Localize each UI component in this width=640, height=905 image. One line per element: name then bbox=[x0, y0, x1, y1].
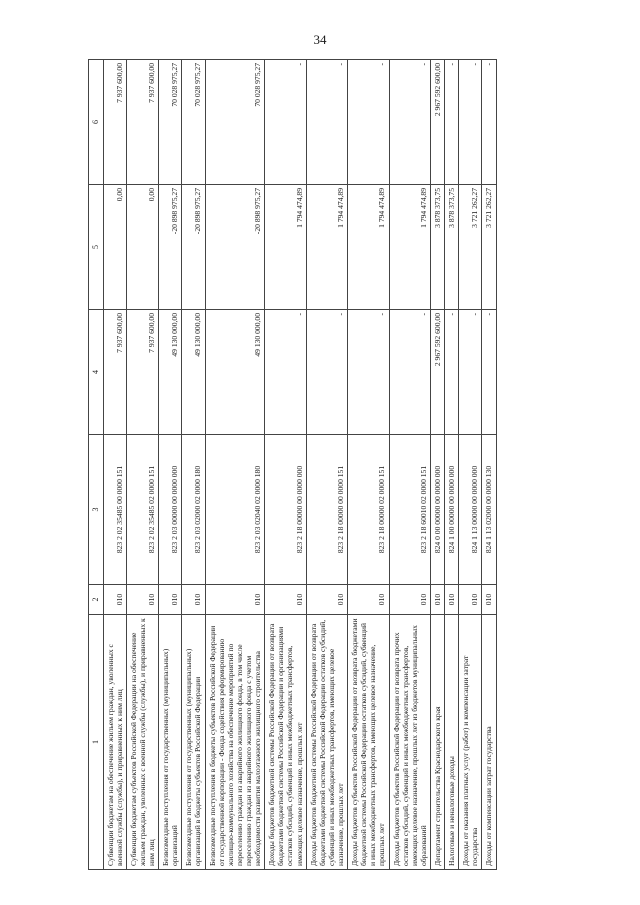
row-amount-planned-cell: - bbox=[482, 310, 496, 435]
row-amount-executed-cell: -20 898 975,27 bbox=[205, 185, 265, 310]
table-row bbox=[348, 60, 389, 870]
table-row bbox=[445, 60, 459, 870]
row-amount-remaining-cell: 70 028 975,27 bbox=[205, 60, 265, 185]
row-amount-remaining-cell: - bbox=[459, 60, 482, 185]
row-amount-remaining-cell: 70 028 975,27 bbox=[182, 60, 205, 185]
table-row bbox=[482, 60, 496, 870]
header-col-1: 1 bbox=[89, 615, 104, 870]
row-name-cell: Доходы бюджетов субъектов Российской Федерации от возврата прочих остатков субсидий, субвенций и иных межбюджетных трансфертов, имеющих целевое назначение, прошлых лет из бюджетов муниципальных образований bbox=[389, 615, 430, 870]
row-kbk-cell: 823 2 18 00000 02 0000 151 bbox=[348, 435, 389, 585]
table-body bbox=[103, 60, 496, 870]
table-row bbox=[306, 60, 347, 870]
table-row bbox=[389, 60, 430, 870]
row-code-cell: 010 bbox=[126, 585, 158, 615]
row-kbk-cell: 824 0 00 00000 00 0000 000 bbox=[430, 435, 444, 585]
row-code-cell: 010 bbox=[389, 585, 430, 615]
row-code-cell: 010 bbox=[182, 585, 205, 615]
row-amount-remaining-cell: - bbox=[306, 60, 347, 185]
row-amount-planned-cell: 7 937 600,00 bbox=[126, 310, 158, 435]
row-amount-planned-cell: 2 967 592 600,00 bbox=[430, 310, 444, 435]
row-amount-planned-cell: 49 130 000,00 bbox=[159, 310, 182, 435]
row-kbk-cell: 824 1 00 00000 00 0000 000 bbox=[445, 435, 459, 585]
row-code-cell: 010 bbox=[348, 585, 389, 615]
header-col-4: 4 bbox=[89, 310, 104, 435]
header-col-6: 6 bbox=[89, 60, 104, 185]
row-kbk-cell: 824 1 13 00000 00 0000 000 bbox=[459, 435, 482, 585]
row-amount-executed-cell: 1 794 474,89 bbox=[389, 185, 430, 310]
row-amount-planned-cell: 7 937 600,00 bbox=[103, 310, 126, 435]
row-amount-executed-cell: 1 794 474,89 bbox=[265, 185, 306, 310]
row-code-cell: 010 bbox=[306, 585, 347, 615]
row-amount-executed-cell: -20 898 975,27 bbox=[159, 185, 182, 310]
row-amount-remaining-cell: 7 937 600,00 bbox=[103, 60, 126, 185]
row-kbk-cell: 823 2 03 02040 02 0000 180 bbox=[205, 435, 265, 585]
row-name-cell: Доходы бюджетов субъектов Российской Федерации от возврата бюджетами бюджетной системы Российской Федерации остатков субсидий, субвенций и иных межбюджетных трансфертов, имеющих целевое назначение, прошлых лет bbox=[348, 615, 389, 870]
row-amount-remaining-cell: - bbox=[482, 60, 496, 185]
table-row bbox=[126, 60, 158, 870]
budget-table bbox=[88, 59, 497, 870]
row-name-cell: Доходы бюджетов бюджетной системы Российской Федерации от возврата бюджетами бюджетной системы Российской Федерации остатков субсидий, субвенций и иных межбюджетных трансфертов, имеющих целевое назначение, прошлых лет bbox=[306, 615, 347, 870]
header-col-3: 3 bbox=[89, 435, 104, 585]
header-col-5: 5 bbox=[89, 185, 104, 310]
row-name-cell: Департамент строительства Краснодарского края bbox=[430, 615, 444, 870]
row-amount-remaining-cell: 7 937 600,00 bbox=[126, 60, 158, 185]
table-row bbox=[430, 60, 444, 870]
row-amount-executed-cell: 1 794 474,89 bbox=[306, 185, 347, 310]
row-amount-executed-cell: 3 721 262,27 bbox=[482, 185, 496, 310]
row-amount-executed-cell: 3 721 262,27 bbox=[459, 185, 482, 310]
row-amount-remaining-cell: 2 967 592 600,00 bbox=[430, 60, 444, 185]
row-code-cell: 010 bbox=[430, 585, 444, 615]
row-kbk-cell: 823 2 02 35485 00 0000 151 bbox=[103, 435, 126, 585]
row-amount-executed-cell: 3 878 373,75 bbox=[430, 185, 444, 310]
table-row bbox=[182, 60, 205, 870]
row-name-cell: Доходы от компенсации затрат государства bbox=[482, 615, 496, 870]
row-name-cell: Субвенции бюджетам субъектов Российской Федерации на обеспечение жильем граждан, уволенных с военной службы (службы), и приравненных к ним лиц bbox=[126, 615, 158, 870]
table-row bbox=[265, 60, 306, 870]
row-amount-executed-cell: 0,00 bbox=[126, 185, 158, 310]
row-amount-planned-cell: - bbox=[445, 310, 459, 435]
row-amount-remaining-cell: - bbox=[348, 60, 389, 185]
header-col-2: 2 bbox=[89, 585, 104, 615]
table-row bbox=[159, 60, 182, 870]
row-amount-executed-cell: 1 794 474,89 bbox=[348, 185, 389, 310]
row-amount-planned-cell: - bbox=[348, 310, 389, 435]
rotated-table-area bbox=[88, 60, 558, 870]
row-kbk-cell: 823 2 03 00000 00 0000 000 bbox=[159, 435, 182, 585]
row-name-cell: Налоговые и неналоговые доходы bbox=[445, 615, 459, 870]
row-amount-remaining-cell: - bbox=[445, 60, 459, 185]
row-amount-executed-cell: -20 898 975,27 bbox=[182, 185, 205, 310]
row-kbk-cell: 823 2 18 60010 02 0000 151 bbox=[389, 435, 430, 585]
row-name-cell: Безвозмездные поступления от государственных (муниципальных) организаций в бюджеты субъектов Российской Федерации bbox=[182, 615, 205, 870]
header-row bbox=[89, 60, 104, 870]
row-code-cell: 010 bbox=[205, 585, 265, 615]
row-code-cell: 010 bbox=[445, 585, 459, 615]
row-code-cell: 010 bbox=[482, 585, 496, 615]
row-amount-remaining-cell: - bbox=[389, 60, 430, 185]
row-code-cell: 010 bbox=[265, 585, 306, 615]
row-amount-planned-cell: 49 130 000,00 bbox=[182, 310, 205, 435]
row-name-cell: Доходы бюджетов бюджетной системы Российской Федерации от возврата бюджетами бюджетной системы Российской Федерации и организациями остатков субсидий, субвенций и иных межбюджетных трансфертов, имеющих целевое назначение, прошлых лет bbox=[265, 615, 306, 870]
row-amount-remaining-cell: - bbox=[265, 60, 306, 185]
table-row bbox=[103, 60, 126, 870]
row-kbk-cell: 823 2 18 00000 00 0000 151 bbox=[306, 435, 347, 585]
row-amount-planned-cell: 49 130 000,00 bbox=[205, 310, 265, 435]
row-code-cell: 010 bbox=[159, 585, 182, 615]
row-amount-planned-cell: - bbox=[459, 310, 482, 435]
row-kbk-cell: 823 2 03 02000 02 0000 180 bbox=[182, 435, 205, 585]
table-row bbox=[459, 60, 482, 870]
row-name-cell: Субвенции бюджетам на обеспечение жильем граждан, уволенных с военной службы (службы), и приравненных к ним лиц bbox=[103, 615, 126, 870]
row-code-cell: 010 bbox=[459, 585, 482, 615]
row-amount-planned-cell: - bbox=[389, 310, 430, 435]
row-code-cell: 010 bbox=[103, 585, 126, 615]
row-amount-planned-cell: - bbox=[265, 310, 306, 435]
table-row bbox=[205, 60, 265, 870]
row-amount-executed-cell: 3 878 373,75 bbox=[445, 185, 459, 310]
row-name-cell: Безвозмездные поступления в бюджеты субъектов Российской Федерации от государственной корпорации - Фонда содействия реформированию жилищно-коммунального хозяйства на обеспечение мероприятий по переселению граждан из аварийного жилищного фонда, в том числе переселению граждан из аварийного жилищного фонда с учетом необходимости развития малоэтажного жилищного строительства bbox=[205, 615, 265, 870]
row-amount-remaining-cell: 70 028 975,27 bbox=[159, 60, 182, 185]
row-name-cell: Доходы от оказания платных услуг (работ) и компенсации затрат государства bbox=[459, 615, 482, 870]
page-number: 34 bbox=[313, 32, 327, 47]
row-kbk-cell: 823 2 18 00000 00 0000 000 bbox=[265, 435, 306, 585]
row-kbk-cell: 824 1 13 02000 00 0000 130 bbox=[482, 435, 496, 585]
row-amount-planned-cell: - bbox=[306, 310, 347, 435]
row-amount-executed-cell: 0,00 bbox=[103, 185, 126, 310]
row-name-cell: Безвозмездные поступления от государственных (муниципальных) организаций bbox=[159, 615, 182, 870]
row-kbk-cell: 823 2 02 35485 02 0000 151 bbox=[126, 435, 158, 585]
